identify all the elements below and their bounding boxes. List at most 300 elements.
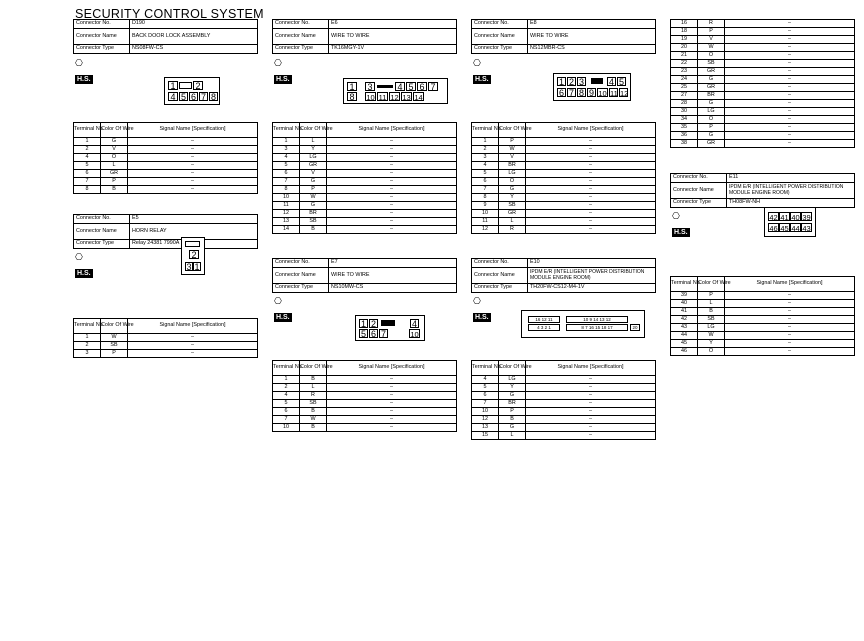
terminal-no-cell: 12: [472, 416, 499, 424]
wire-color-cell: SB: [698, 316, 725, 324]
hs-marker: ⎔ H.S.: [274, 58, 290, 83]
signal-name-cell: –: [128, 154, 258, 162]
terminal-no-cell: 10: [472, 210, 499, 218]
wire-color-cell: Y: [499, 384, 526, 392]
table-row: [472, 424, 656, 432]
terminal-no-cell: 27: [671, 92, 698, 100]
wire-color-cell: V: [698, 36, 725, 44]
signal-name-cell: –: [128, 342, 258, 350]
terminal-no-cell: 39: [671, 292, 698, 300]
table-row: [671, 68, 855, 76]
terminal-no-cell: 3: [74, 350, 101, 358]
hs-marker: ⎔ H.S.: [473, 296, 489, 321]
wire-color-cell: B: [300, 226, 327, 234]
signal-name-cell: –: [526, 178, 656, 186]
terminal-no-cell: 44: [671, 332, 698, 340]
terminal-table-e6: Terminal No. Color Of Wire Signal Name [Specification] 1 L – 3 Y – 4 LG – 5 GR – 6 V – 7 G – 8 P – 10 W – 11 G – 12 BR – 13 SB – 14 B –: [272, 122, 457, 234]
table-row: [74, 350, 258, 358]
hs-marker: ⎔ H.S.: [274, 296, 290, 321]
wire-color-cell: LG: [698, 108, 725, 116]
signal-name-cell: –: [725, 44, 855, 52]
signal-name-cell: –: [128, 178, 258, 186]
table-row: [472, 218, 656, 226]
signal-name-cell: –: [526, 384, 656, 392]
connector-no-value: E6: [329, 20, 457, 29]
wire-color-cell: L: [698, 300, 725, 308]
wire-color-cell: W: [698, 44, 725, 52]
wire-color-cell: BR: [499, 400, 526, 408]
signal-name-cell: –: [526, 210, 656, 218]
signal-name-cell: –: [725, 324, 855, 332]
signal-name-cell: –: [128, 146, 258, 154]
table-row: [472, 432, 656, 440]
table-row: [671, 116, 855, 124]
signal-name-cell: –: [526, 202, 656, 210]
table-row: [273, 178, 457, 186]
terminal-no-cell: 5: [74, 162, 101, 170]
terminal-no-cell: 13: [472, 424, 499, 432]
signal-name-cell: –: [327, 138, 457, 146]
connector-name-value: IPDM E/R (INTELLIGENT POWER DISTRIBUTION MODULE ENGINE ROOM): [727, 183, 855, 199]
wire-color-cell: R: [300, 392, 327, 400]
connector-name-value: WIRE TO WIRE: [329, 268, 457, 284]
connector-no-value: E11: [727, 174, 855, 183]
terminal-no-cell: 34: [671, 116, 698, 124]
table-row: [472, 162, 656, 170]
signal-name-cell: –: [725, 292, 855, 300]
terminal-no-cell: 14: [273, 226, 300, 234]
terminal-no-cell: 9: [472, 202, 499, 210]
table-row: [671, 340, 855, 348]
terminal-no-cell: 30: [671, 108, 698, 116]
signal-name-cell: –: [327, 424, 457, 432]
connector-type-value: TH20FW-CS12-M4-1V: [528, 284, 656, 293]
wire-color-cell: Y: [300, 146, 327, 154]
terminal-no-cell: 12: [472, 226, 499, 234]
table-row: [671, 124, 855, 132]
connector-no-value: E5: [130, 215, 258, 224]
table-row: [273, 202, 457, 210]
signal-name-cell: –: [327, 226, 457, 234]
table-row: [273, 162, 457, 170]
connector-type-value: TK16MGY-1V: [329, 45, 457, 54]
wire-color-cell: Y: [499, 194, 526, 202]
table-row: [472, 408, 656, 416]
signal-name-cell: –: [128, 170, 258, 178]
signal-name-cell: –: [725, 92, 855, 100]
hs-marker: ⎔ H.S.: [75, 58, 91, 83]
terminal-no-cell: 8: [74, 186, 101, 194]
table-row: [472, 210, 656, 218]
connector-no-value: E10: [528, 259, 656, 268]
wire-color-cell: B: [101, 186, 128, 194]
signal-name-cell: –: [327, 170, 457, 178]
connector-e5-info: Connector No. E5 Connector Name HORN RELAY Connector Type Relay 24381 7990A: [73, 214, 258, 249]
signal-name-cell: –: [725, 124, 855, 132]
connector-face-icon: ⎔: [274, 296, 282, 306]
table-row: [472, 170, 656, 178]
table-row: [74, 138, 258, 146]
wire-color-cell: P: [698, 124, 725, 132]
terminal-no-cell: 6: [74, 170, 101, 178]
table-row: [671, 36, 855, 44]
terminal-table-d190: Terminal No. Color Of Wire Signal Name [Specification] 1 G – 2 V – 4 O – 5 L – 6 GR – 7 P – 8 B –: [73, 122, 258, 194]
wire-color-cell: BR: [499, 162, 526, 170]
table-row: [671, 44, 855, 52]
table-row: [74, 178, 258, 186]
wire-color-cell: O: [698, 348, 725, 356]
wire-color-cell: L: [101, 162, 128, 170]
signal-name-cell: –: [725, 28, 855, 36]
connector-e11-diagram: 42 41 40 39 46 45 44 43: [764, 208, 816, 237]
wire-color-cell: O: [698, 52, 725, 60]
wire-color-cell: P: [300, 186, 327, 194]
wire-color-cell: G: [499, 186, 526, 194]
connector-name-value: BACK DOOR LOCK ASSEMBLY: [130, 29, 258, 45]
terminal-no-cell: 18: [671, 28, 698, 36]
wire-color-cell: GR: [698, 84, 725, 92]
terminal-no-cell: 16: [671, 20, 698, 28]
signal-name-cell: –: [725, 340, 855, 348]
connector-name-value: IPDM E/R (INTELLIGENT POWER DISTRIBUTION MODULE ENGINE ROOM): [528, 268, 656, 284]
table-row: [273, 186, 457, 194]
table-row: [273, 146, 457, 154]
signal-name-cell: –: [725, 140, 855, 148]
terminal-no-cell: 8: [472, 194, 499, 202]
terminal-no-cell: 35: [671, 124, 698, 132]
table-row: [273, 416, 457, 424]
connector-type-value: NS08FW-CS: [130, 45, 258, 54]
table-row: [671, 108, 855, 116]
wire-color-cell: W: [499, 146, 526, 154]
wire-color-cell: W: [300, 194, 327, 202]
table-row: [472, 400, 656, 408]
connector-no-value: E8: [528, 20, 656, 29]
signal-name-cell: –: [327, 416, 457, 424]
signal-name-cell: –: [327, 194, 457, 202]
connector-type-value: Relay 24381 7990A: [130, 240, 258, 249]
signal-name-cell: –: [327, 210, 457, 218]
table-row: [74, 162, 258, 170]
signal-name-cell: –: [725, 332, 855, 340]
table-row: [472, 392, 656, 400]
page-title: SECURITY CONTROL SYSTEM: [75, 7, 264, 21]
terminal-no-cell: 5: [472, 384, 499, 392]
signal-name-cell: –: [526, 424, 656, 432]
signal-name-cell: –: [128, 162, 258, 170]
signal-name-cell: –: [725, 68, 855, 76]
wire-color-cell: LG: [499, 170, 526, 178]
signal-name-cell: –: [128, 138, 258, 146]
terminal-no-cell: 4: [74, 154, 101, 162]
signal-name-cell: –: [725, 20, 855, 28]
terminal-no-cell: 1: [472, 138, 499, 146]
signal-name-cell: –: [327, 376, 457, 384]
table-row: [671, 60, 855, 68]
signal-name-cell: –: [526, 392, 656, 400]
signal-name-cell: –: [327, 202, 457, 210]
signal-name-cell: –: [327, 154, 457, 162]
wire-color-cell: P: [698, 292, 725, 300]
table-row: [671, 132, 855, 140]
terminal-no-cell: 10: [273, 194, 300, 202]
table-row: [273, 424, 457, 432]
signal-name-cell: –: [327, 178, 457, 186]
terminal-no-cell: 24: [671, 76, 698, 84]
table-row: [671, 324, 855, 332]
table-row: [74, 170, 258, 178]
connector-e11-info: Connector No. E11 Connector Name IPDM E/R (INTELLIGENT POWER DISTRIBUTION MODULE ENGINE ROOM) Connector Type TH08FW-NH: [670, 173, 855, 208]
wire-color-cell: SB: [499, 202, 526, 210]
wire-color-cell: W: [300, 416, 327, 424]
table-row: [671, 140, 855, 148]
signal-name-cell: –: [526, 186, 656, 194]
table-row: [671, 292, 855, 300]
wire-color-cell: V: [101, 146, 128, 154]
wire-color-cell: W: [101, 334, 128, 342]
wire-color-cell: GR: [499, 210, 526, 218]
terminal-no-cell: 15: [472, 432, 499, 440]
table-row: [472, 376, 656, 384]
table-row: [273, 154, 457, 162]
signal-name-cell: –: [327, 162, 457, 170]
wire-color-cell: B: [499, 416, 526, 424]
terminal-no-cell: 4: [472, 376, 499, 384]
table-row: [74, 342, 258, 350]
wire-color-cell: V: [300, 170, 327, 178]
terminal-no-cell: 1: [74, 334, 101, 342]
wire-color-cell: LG: [499, 376, 526, 384]
signal-name-cell: –: [725, 100, 855, 108]
signal-name-cell: –: [327, 400, 457, 408]
terminal-no-cell: 19: [671, 36, 698, 44]
connector-face-icon: ⎔: [75, 58, 83, 68]
signal-name-cell: –: [327, 218, 457, 226]
terminal-table-e8: Terminal No. Color Of Wire Signal Name [Specification] 1 P – 2 W – 3 V – 4 BR – 5 LG – 6 O – 7 G – 8 Y – 9 SB – 10 GR – 11 L – 12 R –: [471, 122, 656, 234]
connector-d190-info: Connector No. D190 Connector Name BACK DOOR LOCK ASSEMBLY Connector Type NS08FW-CS: [73, 19, 258, 54]
wire-color-cell: GR: [101, 170, 128, 178]
terminal-no-cell: 4: [472, 162, 499, 170]
wire-color-cell: SB: [300, 400, 327, 408]
table-row: [671, 300, 855, 308]
signal-name-cell: –: [725, 52, 855, 60]
terminal-no-cell: 6: [273, 408, 300, 416]
terminal-no-cell: 11: [273, 202, 300, 210]
table-row: [273, 226, 457, 234]
wire-color-cell: G: [499, 424, 526, 432]
connector-no-value: E7: [329, 259, 457, 268]
table-row: [671, 316, 855, 324]
signal-name-cell: –: [327, 146, 457, 154]
wire-color-cell: W: [698, 332, 725, 340]
terminal-no-cell: 25: [671, 84, 698, 92]
signal-name-cell: –: [526, 154, 656, 162]
signal-name-cell: –: [526, 376, 656, 384]
connector-e8-info: Connector No. E8 Connector Name WIRE TO WIRE Connector Type NS12MBR-CS: [471, 19, 656, 54]
terminal-table-e5: Terminal No. Color Of Wire Signal Name [Specification] 1 W – 2 SB – 3 P –: [73, 318, 258, 358]
terminal-no-cell: 45: [671, 340, 698, 348]
wire-color-cell: L: [300, 138, 327, 146]
signal-name-cell: –: [725, 316, 855, 324]
hs-marker: ⎔ H.S.: [75, 252, 91, 277]
signal-name-cell: –: [526, 432, 656, 440]
terminal-no-cell: 2: [74, 146, 101, 154]
terminal-no-cell: 7: [472, 400, 499, 408]
table-row: [472, 186, 656, 194]
wire-color-cell: G: [101, 138, 128, 146]
table-row: [671, 100, 855, 108]
connector-e6-info: Connector No. E6 Connector Name WIRE TO WIRE Connector Type TK16MGY-1V: [272, 19, 457, 54]
hs-marker: ⎔ H.S.: [672, 211, 688, 236]
terminal-table-e11: Terminal No. Color Of Wire Signal Name [Specification] 39 P – 40 L – 41 B – 42 SB – 43 LG – 44 W – 45 Y – 46 O –: [670, 276, 855, 356]
table-row: [273, 170, 457, 178]
connector-e6-diagram: 1 3 4 5 6 7 8 10 11 12 13 14: [343, 78, 448, 104]
table-row: [671, 28, 855, 36]
table-row: [273, 376, 457, 384]
signal-name-cell: –: [725, 348, 855, 356]
terminal-no-cell: 46: [671, 348, 698, 356]
table-row: [671, 76, 855, 84]
terminal-table-e7: Terminal No. Color Of Wire Signal Name [Specification] 1 B – 2 L – 4 R – 5 SB – 6 B – 7 W – 10 B –: [272, 360, 457, 432]
connector-type-value: TH08FW-NH: [727, 199, 855, 208]
terminal-no-cell: 8: [273, 186, 300, 194]
table-row: [273, 408, 457, 416]
wire-color-cell: B: [300, 424, 327, 432]
table-row: [671, 84, 855, 92]
table-row: [671, 348, 855, 356]
connector-face-icon: ⎔: [672, 211, 680, 221]
wire-color-cell: SB: [698, 60, 725, 68]
terminal-no-cell: 21: [671, 52, 698, 60]
signal-name-cell: –: [725, 36, 855, 44]
signal-name-cell: –: [327, 408, 457, 416]
terminal-no-cell: 2: [74, 342, 101, 350]
terminal-no-cell: 22: [671, 60, 698, 68]
wire-color-cell: L: [499, 432, 526, 440]
terminal-no-cell: 23: [671, 68, 698, 76]
connector-no-value: D190: [130, 20, 258, 29]
wire-color-cell: LG: [300, 154, 327, 162]
terminal-no-cell: 13: [273, 218, 300, 226]
terminal-no-cell: 6: [472, 178, 499, 186]
connector-face-icon: ⎔: [473, 58, 481, 68]
signal-name-cell: –: [725, 60, 855, 68]
signal-name-cell: –: [725, 84, 855, 92]
wire-color-cell: SB: [300, 218, 327, 226]
wire-color-cell: Y: [698, 340, 725, 348]
signal-name-cell: –: [725, 300, 855, 308]
wire-color-cell: GR: [698, 68, 725, 76]
wire-color-cell: SB: [101, 342, 128, 350]
terminal-no-cell: 11: [472, 218, 499, 226]
table-row: [472, 154, 656, 162]
signal-name-cell: –: [327, 392, 457, 400]
signal-name-cell: –: [526, 218, 656, 226]
connector-name-value: HORN RELAY: [130, 224, 258, 240]
terminal-no-cell: 2: [472, 146, 499, 154]
table-row: [671, 308, 855, 316]
signal-name-cell: –: [725, 132, 855, 140]
signal-name-cell: –: [128, 186, 258, 194]
table-row: [671, 52, 855, 60]
signal-name-cell: –: [526, 146, 656, 154]
table-row: [273, 400, 457, 408]
table-row: [273, 218, 457, 226]
wire-color-cell: G: [698, 132, 725, 140]
table-row: [472, 194, 656, 202]
terminal-table-e8-continued: [670, 19, 855, 148]
terminal-no-cell: 2: [273, 384, 300, 392]
wire-color-cell: BR: [300, 210, 327, 218]
signal-name-cell: –: [725, 108, 855, 116]
terminal-no-cell: 12: [273, 210, 300, 218]
terminal-no-cell: 6: [273, 170, 300, 178]
wire-color-cell: G: [698, 76, 725, 84]
wire-color-cell: GR: [698, 140, 725, 148]
terminal-no-cell: 10: [472, 408, 499, 416]
terminal-no-cell: 7: [74, 178, 101, 186]
wire-color-cell: BR: [698, 92, 725, 100]
wire-color-cell: R: [698, 20, 725, 28]
terminal-no-cell: 5: [273, 162, 300, 170]
table-row: [273, 138, 457, 146]
wire-color-cell: P: [499, 138, 526, 146]
connector-e5-diagram: 2 3 1: [181, 237, 205, 275]
connector-e10-diagram: 16 12 11 4 3 2 1 10 9 14 13 12 8 7 16 15 18 17 20: [521, 310, 645, 338]
terminal-no-cell: 5: [472, 170, 499, 178]
signal-name-cell: –: [526, 194, 656, 202]
terminal-no-cell: 7: [273, 178, 300, 186]
wire-color-cell: B: [300, 408, 327, 416]
wire-color-cell: L: [499, 218, 526, 226]
signal-name-cell: –: [725, 116, 855, 124]
signal-name-cell: –: [725, 308, 855, 316]
connector-d190-diagram: 1 2 4 5 6 7 8: [164, 77, 220, 105]
hs-marker: ⎔ H.S.: [473, 58, 489, 83]
table-row: [273, 392, 457, 400]
terminal-no-cell: 42: [671, 316, 698, 324]
wire-color-cell: V: [499, 154, 526, 162]
wire-color-cell: G: [499, 392, 526, 400]
signal-name-cell: –: [526, 226, 656, 234]
table-row: [472, 226, 656, 234]
wire-color-cell: P: [499, 408, 526, 416]
connector-e8-diagram: 1 2 3 4 5 6 7 8 9 10 11 12: [553, 73, 631, 101]
terminal-no-cell: 4: [273, 154, 300, 162]
connector-e7-diagram: 1 2 4 5 6 7 10: [355, 315, 425, 341]
wire-color-cell: L: [300, 384, 327, 392]
signal-name-cell: –: [526, 400, 656, 408]
table-row: [472, 384, 656, 392]
connector-e10-info: Connector No. E10 Connector Name IPDM E/R (INTELLIGENT POWER DISTRIBUTION MODULE ENGINE ROOM) Connector Type TH20FW-CS12-M4-1V: [471, 258, 656, 293]
table-row: [273, 194, 457, 202]
wire-color-cell: O: [101, 154, 128, 162]
table-row: [472, 178, 656, 186]
terminal-no-cell: 1: [273, 138, 300, 146]
wire-color-cell: O: [698, 116, 725, 124]
signal-name-cell: –: [526, 416, 656, 424]
wire-color-cell: GR: [300, 162, 327, 170]
signal-name-cell: –: [526, 170, 656, 178]
terminal-no-cell: 5: [273, 400, 300, 408]
wire-color-cell: B: [300, 376, 327, 384]
terminal-no-cell: 7: [472, 186, 499, 194]
wire-color-cell: G: [300, 178, 327, 186]
connector-face-icon: ⎔: [473, 296, 481, 306]
terminal-no-cell: 4: [273, 392, 300, 400]
signal-name-cell: –: [526, 162, 656, 170]
terminal-no-cell: 41: [671, 308, 698, 316]
